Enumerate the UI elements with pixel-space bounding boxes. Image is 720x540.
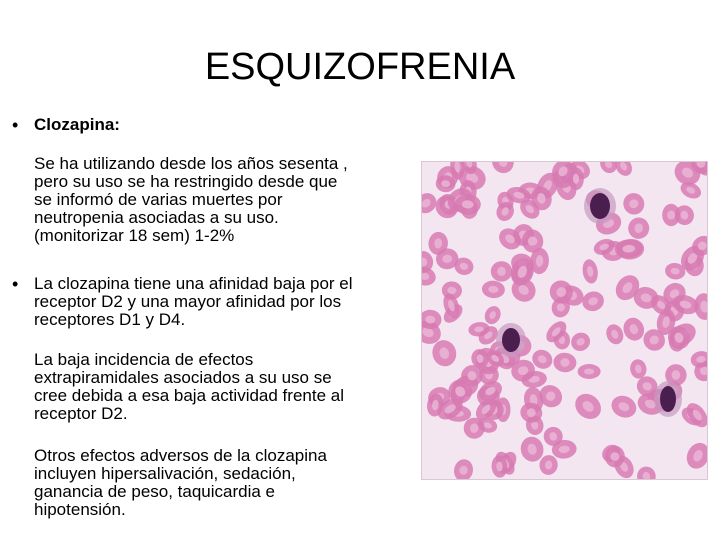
bullet-icon: • (12, 115, 19, 135)
blood-smear-image (421, 161, 708, 480)
section-heading-clozapina: Clozapina: (34, 115, 120, 134)
white-cell-nucleus (496, 323, 526, 357)
red-blood-cell (578, 364, 601, 379)
blood-smear-drawing (422, 162, 707, 479)
white-cell-nucleus (584, 188, 616, 224)
bullet-icon: • (12, 274, 19, 294)
slide-title: ESQUIZOFRENIA (204, 46, 516, 88)
extrapyramidal-effects-paragraph: La baja incidencia de efectos extrapiramidales asociados a su uso se cree debida a esa baja actividad frente al receptor D2. (34, 350, 344, 423)
receptor-affinity-paragraph: La clozapina tiene una afinidad baja por el receptor D2 y una mayor afinidad por los receptores D1 y D4. (34, 274, 353, 329)
clozapina-history-paragraph: Se ha utilizando desde los años sesenta , pero su uso se ha restringido desde que se informó de varias muertes por neutropenia asociadas a su uso. (monitorizar 18 sem) 1-2% (34, 154, 348, 245)
white-cell-nucleus (654, 381, 682, 417)
adverse-effects-paragraph: Otros efectos adversos de la clozapina incluyen hipersalivación, sedación, ganancia de peso, taquicardia e hipotensión. (34, 446, 327, 519)
